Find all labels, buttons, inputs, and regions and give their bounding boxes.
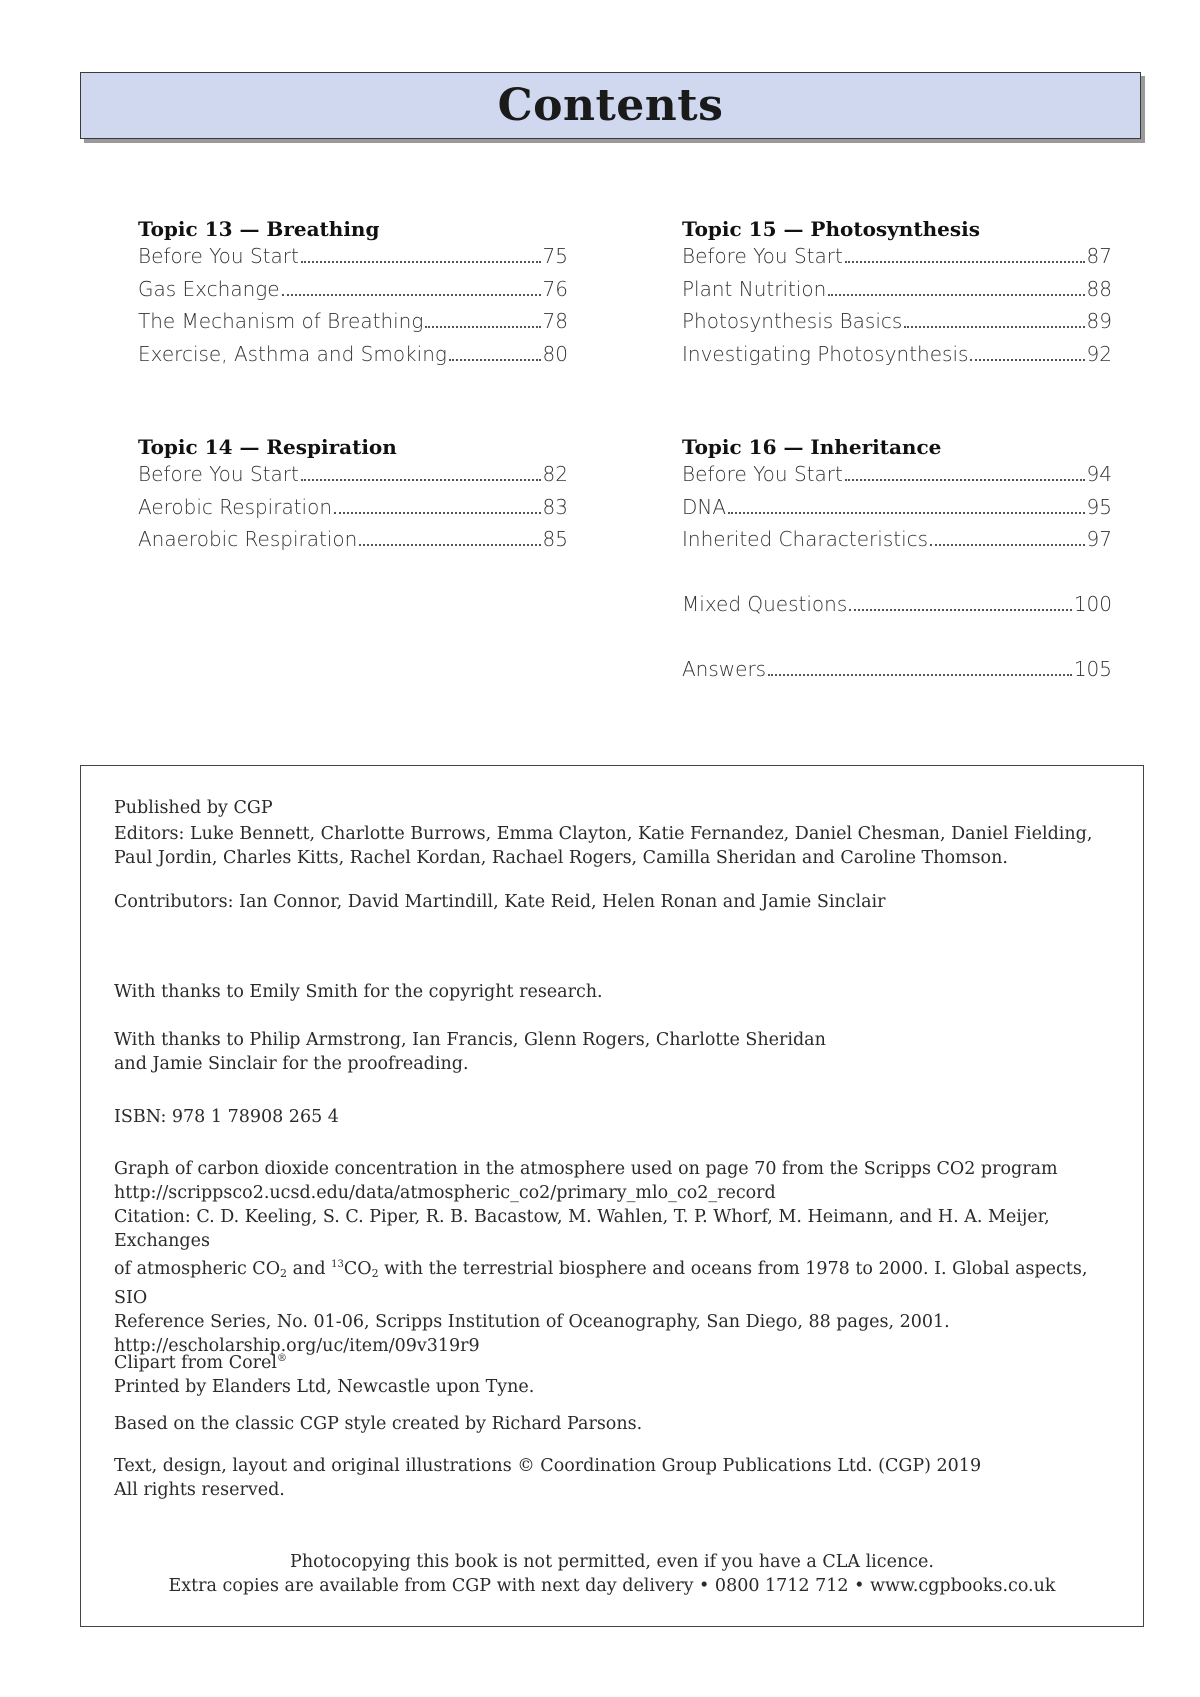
toc-entry[interactable] [138,495,568,528]
toc-entry-label: Plant Nutrition [682,276,827,301]
toc-entry-label: Anaerobic Respiration [138,527,358,551]
topic-heading: Topic 15 — Photosynthesis [682,217,980,241]
subscript: 2 [280,1267,288,1280]
toc-entry-page: 78 [542,309,568,333]
thanks-proof-line: With thanks to Philip Armstrong, Ian Francis, Glenn Rogers, Charlotte Sheridan [114,1030,826,1050]
leader-dots [845,261,1085,263]
leader-dots [282,294,541,296]
leader-dots [301,261,541,263]
toc-entry-label: Before You Start [138,462,299,486]
toc-entry-page: 88 [1086,276,1112,301]
toc-entry-label: Investigating Photosynthesis [682,341,969,366]
toc-entry[interactable] [138,277,568,310]
toc-entry-page: 92 [1086,341,1112,366]
leader-dots [301,479,541,481]
copyright [114,1454,1114,1502]
published-text: Published by CGP [114,798,273,818]
toc-entry[interactable] [138,342,568,375]
footer-notice [80,1550,1144,1598]
toc-answers [682,657,1112,690]
leader-dots [849,609,1072,611]
toc-entry[interactable] [138,527,568,560]
citation-text: CO [343,1259,372,1279]
citation-line: Reference Series, No. 01-06, Scripps Institution of Oceanography, San Diego, 88 pages, 2001. [114,1312,950,1332]
toc-topic-13 [138,214,568,374]
toc-entry-page: 97 [1086,527,1112,551]
toc-entry-page: 76 [542,276,568,301]
footer-line: Extra copies are available from CGP with next day delivery • 0800 1712 712 • www.cgpbooks.co.uk [168,1576,1056,1596]
toc-entry-label: Before You Start [682,244,843,268]
toc-entry[interactable] [138,462,568,495]
subscript: 2 [371,1267,379,1280]
topic-heading: Topic 13 — Breathing [138,217,380,241]
toc-entry[interactable] [138,309,568,342]
toc-entry-page: 94 [1086,462,1112,486]
leader-dots [930,544,1084,546]
thanks-proofreading [114,1028,1114,1076]
toc-topic-16 [682,432,1112,560]
printed-by-text: Printed by Elanders Ltd, Newcastle upon Tyne. [114,1377,535,1397]
leader-dots [845,479,1085,481]
citation-line: Citation: C. D. Keeling, S. C. Piper, R. B. Bacastow, M. Wahlen, T. P. Whorf, M. Heimann, and H. A. Meijer, Exchanges [114,1207,1050,1251]
superscript: 13 [331,1259,344,1270]
toc-entry-label: Photosynthesis Basics [682,309,903,333]
toc-entry-label: Gas Exchange [138,276,280,301]
toc-entry-label: The Mechanism of Breathing [138,309,424,333]
citation-text: with the terrestrial biosphere and oceans from 1978 to 2000. I. Global aspects, SIO [114,1259,1088,1308]
isbn-text: ISBN: 978 1 78908 265 4 [114,1107,339,1127]
toc-entry[interactable] [682,277,1112,310]
toc-entry-label: Mixed Questions [682,592,848,616]
title-bar [80,72,1141,139]
graph-credit [114,1157,1114,1358]
footer-line: Photocopying this book is not permitted, even if you have a CLA licence. [290,1552,934,1572]
toc-entry[interactable] [138,244,568,277]
leader-dots [828,294,1084,296]
toc-mixed-questions [682,592,1112,625]
leader-dots [728,512,1085,514]
leader-dots [449,359,541,361]
graph-url[interactable]: http://scrippsco2.ucsd.edu/data/atmospheric_co2/primary_mlo_co2_record [114,1183,776,1203]
toc-entry-label: DNA [682,494,727,519]
clipart-credit [114,1347,1114,1399]
contributors [114,890,1114,914]
leader-dots [904,326,1084,328]
copyright-line: All rights reserved. [114,1480,285,1500]
toc-entry-page: 95 [1086,494,1112,519]
contributors-text: Contributors: Ian Connor, David Martindill, Kate Reid, Helen Ronan and Jamie Sinclair [114,892,886,912]
toc-entry[interactable] [682,495,1112,528]
citation-line [114,1253,1114,1310]
toc-entry-page: 87 [1086,244,1112,268]
isbn [114,1105,1114,1129]
toc-entry[interactable] [682,342,1112,375]
editors-line: Editors: Luke Bennett, Charlotte Burrows, Emma Clayton, Katie Fernandez, Daniel Chesman, Daniel Fielding, [114,824,1093,844]
graph-credit-line: Graph of carbon dioxide concentration in the atmosphere used on page 70 from the Scripps CO2 program [114,1159,1058,1179]
based-on-text: Based on the classic CGP style created by Richard Parsons. [114,1414,643,1434]
toc-entry-label: Aerobic Respiration [138,494,333,519]
copyright-line: Text, design, layout and original illustrations © Coordination Group Publications Ltd. (CGP) 2019 [114,1456,982,1476]
registered-mark: ® [276,1353,287,1364]
toc-entry-label: Inherited Characteristics [682,527,929,551]
toc-entry-page: 89 [1086,309,1112,333]
page-title: Contents [497,80,724,131]
toc-topic-14 [138,432,568,560]
toc-entry[interactable] [682,592,1112,625]
leader-dots [334,512,541,514]
toc-entry[interactable] [682,244,1112,277]
clipart-line [114,1347,1114,1375]
published-by [114,796,1114,820]
leader-dots [970,359,1084,361]
leader-dots [359,544,540,546]
thanks-proof-line: and Jamie Sinclair for the proofreading. [114,1054,469,1074]
topic-heading: Topic 14 — Respiration [138,435,397,459]
toc-entry-label: Before You Start [138,244,299,268]
toc-entry-label: Exercise, Asthma and Smoking [138,341,447,366]
toc-entry[interactable] [682,527,1112,560]
toc-entry-page: 85 [542,527,568,551]
toc-entry-label: Before You Start [682,462,843,486]
toc-entry-page: 83 [542,494,568,519]
toc-entry-page: 75 [542,244,568,268]
citation-text: and [287,1259,332,1279]
toc-entry[interactable] [682,657,1112,690]
based-on [114,1412,1114,1436]
leader-dots [768,674,1072,676]
toc-topic-15 [682,214,1112,374]
citation-text: of atmospheric CO [114,1259,281,1279]
toc-entry-page: 80 [542,341,568,366]
toc-entry[interactable] [682,309,1112,342]
toc-entry-page: 105 [1073,657,1112,681]
editors [114,822,1114,870]
toc-entry-page: 82 [542,462,568,486]
thanks-copyright [114,980,1114,1004]
toc-entry[interactable] [682,462,1112,495]
clipart-text: Clipart from Corel [114,1353,277,1373]
citation-url[interactable]: http://escholarship.org/uc/item/09v319r9 [114,1336,480,1356]
thanks-copyright-text: With thanks to Emily Smith for the copyright research. [114,982,603,1002]
topic-heading: Topic 16 — Inheritance [682,435,942,459]
toc-entry-label: Answers [682,657,767,681]
leader-dots [425,326,540,328]
toc-entry-page: 100 [1073,592,1112,616]
editors-line: Paul Jordin, Charles Kitts, Rachel Kordan, Rachael Rogers, Camilla Sheridan and Caroline Thomson. [114,848,1008,868]
